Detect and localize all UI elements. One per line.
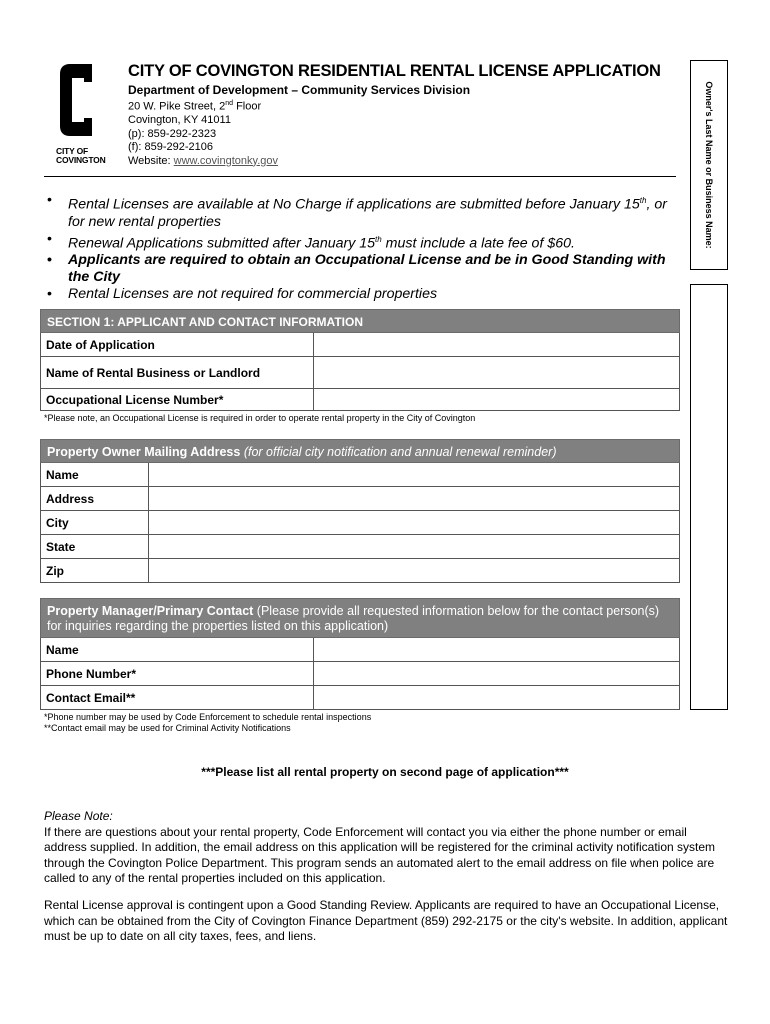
owner-name-entry-box[interactable] — [690, 284, 728, 710]
manager-name-field[interactable] — [313, 638, 679, 661]
form-header — [128, 60, 688, 168]
bullet-1-sup: th — [639, 196, 647, 205]
manager-email-field[interactable] — [313, 686, 679, 709]
phone-usage-note: *Phone number may be used by Code Enforcement to schedule rental inspections — [44, 712, 372, 722]
manager-contact-heading — [40, 598, 680, 638]
bullet-2-tail: must include a late fee of $60. — [381, 235, 575, 252]
website-line — [128, 155, 688, 169]
bullet-dot-icon: • — [47, 192, 52, 208]
rental-business-name-label: Name of Rental Business or Landlord — [46, 365, 261, 380]
department-name: Department of Development – Community Services Division — [128, 83, 471, 97]
website-label: Website: — [128, 154, 174, 167]
phone-number: (p): 859-292-2323 — [128, 127, 217, 140]
header-divider — [44, 176, 676, 177]
owner-zip-field[interactable] — [148, 559, 679, 582]
owner-state-label: State — [46, 539, 76, 554]
manager-contact-table — [40, 598, 680, 710]
date-of-application-label: Date of Application — [46, 337, 155, 352]
bullet-dot-icon: • — [47, 286, 52, 303]
owner-name-side-label: Owner's Last Name or Business Name: — [704, 81, 714, 249]
section1-table — [40, 309, 680, 411]
bullet-commercial — [44, 286, 680, 303]
website-link[interactable]: www.covingtonky.gov — [173, 154, 279, 167]
logo-text — [56, 147, 106, 165]
form-title: CITY OF COVINGTON RESIDENTIAL RENTAL LICENSE APPLICATION — [128, 62, 661, 80]
bullet-dot-icon: • — [47, 252, 52, 269]
table-row — [40, 357, 680, 389]
table-row — [40, 463, 680, 487]
owner-heading-bold: Property Owner Mailing Address — [47, 445, 241, 459]
bullet-1-text: Rental Licenses are available at No Charge if applications are submitted before January 15 — [68, 196, 640, 213]
please-note-text: If there are questions about your rental property, Code Enforcement will contact you via either the phone number or email address supplied. In addition, the email address on this application will be registered for the criminal activity notification system through the Covington Police Department. This program sends an automated alert to the email address on file when police are called to any of the rental properties included on this application. — [44, 824, 716, 885]
table-row — [40, 535, 680, 559]
street-text: 20 W. Pike Street, 2 — [128, 100, 226, 113]
table-row — [40, 662, 680, 686]
manager-heading-bold: Property Manager/Primary Contact — [47, 604, 254, 618]
owner-address-label: Address — [46, 491, 95, 506]
bullet-3-text: Applicants are required to obtain an Occupational License and be in Good Standing with the City — [68, 252, 666, 286]
owner-city-label: City — [46, 515, 69, 530]
logo-word-city-of: CITY OF — [56, 146, 88, 156]
table-row — [40, 686, 680, 710]
owner-zip-label: Zip — [46, 563, 64, 578]
owner-address-table — [40, 439, 680, 583]
owner-name-side-box — [690, 60, 728, 270]
table-row — [40, 389, 680, 411]
owner-address-field[interactable] — [148, 487, 679, 510]
date-of-application-field[interactable] — [313, 333, 679, 356]
occupational-license-note: *Please note, an Occupational License is required in order to operate rental property in the City of Covington — [44, 413, 476, 423]
table-row — [40, 487, 680, 511]
covington-c-hand-logo-icon — [56, 60, 100, 140]
second-page-note: ***Please list all rental property on second page of application*** — [201, 765, 569, 779]
approval-paragraph: Rental License approval is contingent upon a Good Standing Review. Applicants are required to have an Occupational License, which can be obtained from the City of Covington Finance Department (859) 292-2175 or the city's website. In addition, applicant must be up to date on all city taxes, fees, and liens. — [44, 898, 728, 943]
street-sup: nd — [225, 100, 234, 107]
manager-heading-rest: (Please provide all requested information below for the contact person(s) for inquiries regarding the properties listed on this application) — [47, 604, 660, 633]
bullet-occupational-license — [44, 252, 680, 286]
street-floor: Floor — [233, 100, 262, 113]
bullet-4-text: Rental Licenses are not required for commercial properties — [68, 286, 438, 303]
bullet-2-sup: th — [375, 234, 382, 244]
please-note-paragraph — [44, 809, 728, 887]
please-note-label: Please Note: — [44, 809, 113, 823]
table-row — [40, 511, 680, 535]
city-state-zip: Covington, KY 41011 — [128, 114, 231, 127]
bullet-no-charge — [44, 192, 680, 231]
owner-heading-italic: (for official city notification and annual renewal reminder) — [243, 445, 557, 459]
fax-number: (f): 859-292-2106 — [128, 141, 213, 154]
bullet-dot-icon: • — [47, 230, 52, 247]
city-logo — [56, 60, 106, 164]
street-address — [128, 97, 688, 114]
table-row — [40, 559, 680, 583]
bullet-1-tail: , or for new rental properties — [68, 196, 667, 230]
info-bullet-list — [44, 192, 680, 303]
section1-heading: SECTION 1: APPLICANT AND CONTACT INFORMATION — [40, 309, 680, 333]
rental-business-name-field[interactable] — [313, 357, 679, 388]
email-usage-note: **Contact email may be used for Criminal Activity Notifications — [44, 723, 291, 733]
owner-name-field[interactable] — [148, 463, 679, 486]
owner-name-label: Name — [46, 467, 79, 482]
owner-city-field[interactable] — [148, 511, 679, 534]
owner-state-field[interactable] — [148, 535, 679, 558]
manager-phone-label: Phone Number* — [46, 666, 137, 681]
owner-address-heading — [40, 439, 680, 463]
table-row — [40, 638, 680, 662]
logo-word-covington: COVINGTON — [56, 155, 106, 165]
table-row — [40, 333, 680, 357]
bullet-late-fee — [44, 231, 680, 253]
occupational-license-field[interactable] — [313, 389, 679, 410]
bullet-2-text: Renewal Applications submitted after January 15 — [68, 235, 376, 252]
occupational-license-label: Occupational License Number* — [46, 392, 224, 407]
manager-phone-field[interactable] — [313, 662, 679, 685]
manager-name-label: Name — [46, 642, 79, 657]
manager-email-label: Contact Email** — [46, 690, 136, 705]
